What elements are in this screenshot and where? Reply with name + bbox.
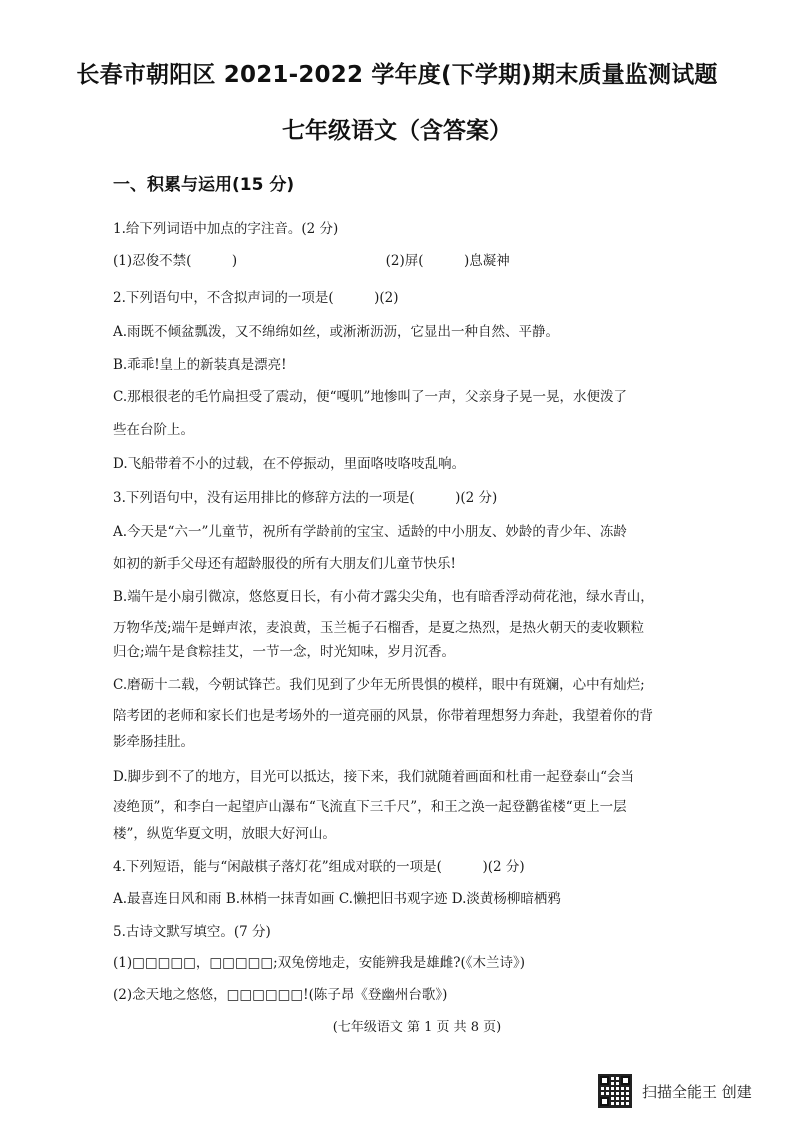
question-3-stem: 3.下列语句中，没有运用排比的修辞方法的一项是( )(2 分): [113, 490, 498, 506]
question-3-option-b: B.端午是小扇引微凉，悠悠夏日长，有小荷才露尖尖角，也有暗香浮动荷花池，绿水青山，: [113, 589, 654, 605]
question-3-option-b-cont: 万物华茂;端午是蝉声浓，麦浪黄，玉兰栀子石榴香，是夏之热烈，是热火朝天的麦收颗粒: [113, 620, 645, 636]
question-3-option-c: C.磨砺十二载，今朝试锋芒。我们见到了少年无所畏惧的模样，眼中有斑斓，心中有灿烂;: [113, 677, 645, 693]
question-2-option-a: A.雨既不倾盆瓢泼，又不绵绵如丝，或淅淅沥沥，它显出一种自然、平静。: [113, 324, 560, 340]
question-3-option-b-cont2: 归仓;端午是食粽挂艾，一节一念，时光知味，岁月沉香。: [113, 644, 456, 660]
exam-title: 长春市朝阳区 2021-2022 学年度(下学期)期末质量监测试题: [76, 62, 718, 88]
question-2-option-c-cont: 些在台阶上。: [113, 422, 194, 438]
question-4-options: A.最喜连日风和雨 B.林梢一抹青如画 C.懒把旧书观字迹 D.淡黄杨柳暗栖鸦: [113, 891, 561, 907]
question-1-stem: 1.给下列词语中加点的字注音。(2 分): [113, 221, 339, 237]
question-5-item-2: (2)念天地之悠悠，□□□□□□!(陈子昂《登幽州台歌》): [113, 987, 448, 1003]
scanner-watermark-text: 扫描全能王 创建: [642, 1082, 752, 1101]
question-3-option-a: A.今天是“六一”儿童节，祝所有学龄前的宝宝、适龄的中小朋友、妙龄的青少年、冻龄: [113, 524, 627, 540]
question-1-items: (1)忍俊不禁( ) (2)屏( )息凝神: [113, 253, 510, 269]
section-heading: 一、积累与运用(15 分): [113, 175, 295, 195]
question-4-stem: 4.下列短语，能与“闲敲棋子落灯花”组成对联的一项是( )(2 分): [113, 859, 525, 875]
question-3-option-d-cont: 凌绝顶”，和李白一起望庐山瀑布“飞流直下三千尺”，和王之涣一起登鹳雀楼“更上一层: [113, 799, 627, 815]
question-3-option-d: D.脚步到不了的地方，目光可以抵达，接下来，我们就随着画面和杜甫一起登泰山“会当: [113, 769, 635, 785]
question-5-stem: 5.古诗文默写填空。(7 分): [113, 924, 271, 940]
question-2-option-d: D.飞船带着不小的过载，在不停振动，里面咯吱咯吱乱响。: [113, 456, 466, 472]
question-5-item-1: (1)□□□□□，□□□□□;双兔傍地走，安能辨我是雄雌?(《木兰诗》): [113, 955, 525, 971]
question-3-option-a-cont: 如初的新手父母还有超龄服役的所有大朋友们儿童节快乐!: [113, 556, 456, 572]
exam-subtitle: 七年级语文（含答案）: [282, 118, 512, 144]
qr-code-icon: [598, 1074, 632, 1108]
question-3-option-c-cont2: 影牵肠挂肚。: [113, 734, 194, 750]
question-2-option-b: B.乖乖!皇上的新装真是漂亮!: [113, 357, 287, 373]
question-3-option-c-cont: 陪考团的老师和家长们也是考场外的一道亮丽的风景，你带着理想努力奔赴，我望着你的背: [113, 708, 653, 724]
question-2-option-c: C.那根很老的毛竹扁担受了震动，便“嘎叽”地惨叫了一声，父亲身子晃一晃，水便泼了: [113, 389, 627, 405]
scanner-watermark: [598, 1072, 752, 1110]
question-2-stem: 2.下列语句中，不含拟声词的一项是( )(2): [113, 290, 399, 306]
page-footer: (七年级语文 第 1 页 共 8 页): [332, 1020, 502, 1035]
question-3-option-d-cont2: 楼”，纵览华夏文明，放眼大好河山。: [113, 826, 336, 842]
